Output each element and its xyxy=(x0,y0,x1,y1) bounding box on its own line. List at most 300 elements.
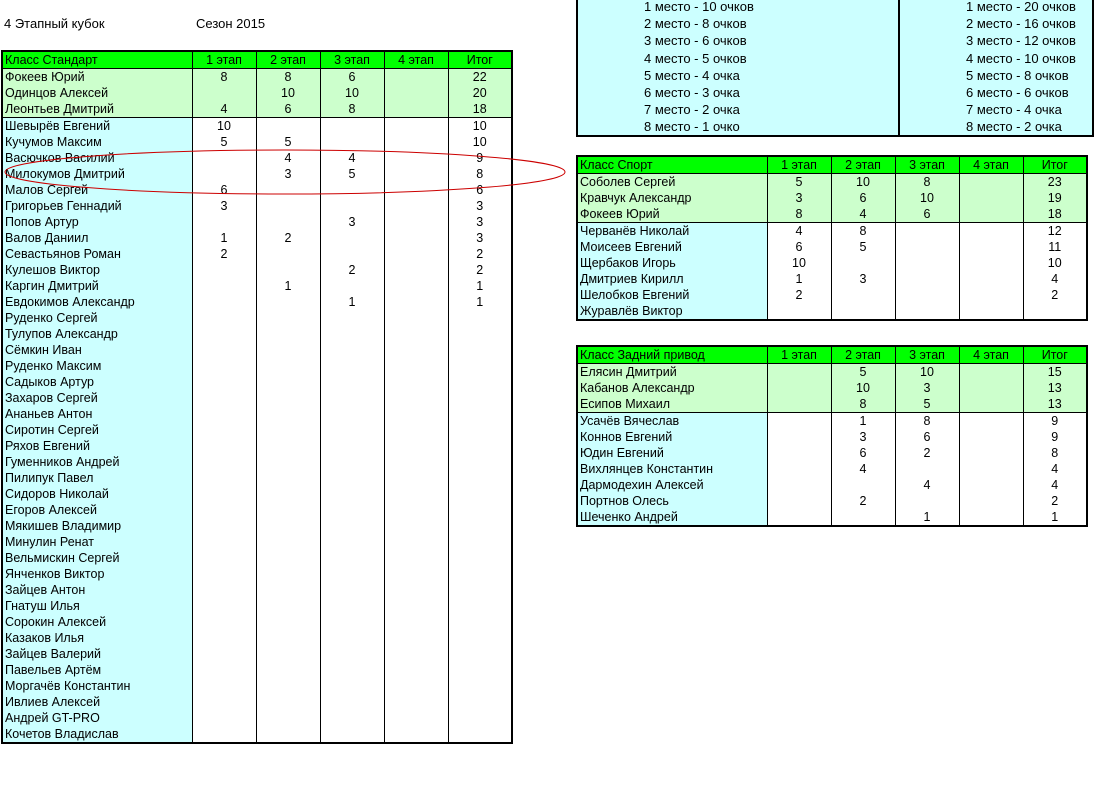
stage-points-cell[interactable] xyxy=(384,454,448,470)
stage-points-cell[interactable]: 8 xyxy=(895,413,959,430)
stage-points-cell[interactable] xyxy=(320,582,384,598)
stage-points-cell[interactable] xyxy=(192,582,256,598)
total-cell[interactable] xyxy=(448,566,512,582)
driver-name[interactable]: Пилипук Павел xyxy=(2,470,192,486)
stage-points-cell[interactable] xyxy=(959,429,1023,445)
stage-points-cell[interactable] xyxy=(384,278,448,294)
stage-points-cell[interactable]: 2 xyxy=(831,493,895,509)
driver-name[interactable]: Андрей GT-PRO xyxy=(2,710,192,726)
stage-points-cell[interactable] xyxy=(831,287,895,303)
stage-points-cell[interactable] xyxy=(256,198,320,214)
total-cell[interactable] xyxy=(448,454,512,470)
driver-name[interactable]: Малов Сергей xyxy=(2,182,192,198)
driver-name[interactable]: Ивлиев Алексей xyxy=(2,694,192,710)
stage-points-cell[interactable] xyxy=(320,550,384,566)
stage-points-cell[interactable] xyxy=(767,445,831,461)
stage-points-cell[interactable] xyxy=(767,461,831,477)
driver-name[interactable]: Есипов Михаил xyxy=(577,396,767,413)
stage-points-cell[interactable] xyxy=(384,406,448,422)
stage-points-cell[interactable] xyxy=(256,342,320,358)
stage-points-cell[interactable] xyxy=(767,380,831,396)
stage-points-cell[interactable] xyxy=(256,726,320,743)
total-cell[interactable] xyxy=(448,310,512,326)
stage-points-cell[interactable]: 8 xyxy=(831,223,895,240)
total-cell[interactable]: 2 xyxy=(448,262,512,278)
stage-points-cell[interactable] xyxy=(320,230,384,246)
stage-points-cell[interactable]: 6 xyxy=(831,445,895,461)
stage-points-cell[interactable] xyxy=(256,246,320,262)
driver-name[interactable]: Кабанов Александр xyxy=(577,380,767,396)
stage-points-cell[interactable] xyxy=(384,614,448,630)
total-cell[interactable]: 10 xyxy=(448,134,512,150)
total-cell[interactable] xyxy=(448,470,512,486)
stage-points-cell[interactable]: 10 xyxy=(767,255,831,271)
stage-points-cell[interactable] xyxy=(256,182,320,198)
stage-points-cell[interactable]: 5 xyxy=(320,166,384,182)
stage-points-cell[interactable]: 6 xyxy=(256,101,320,118)
stage-points-cell[interactable] xyxy=(384,310,448,326)
stage-points-cell[interactable] xyxy=(959,271,1023,287)
total-cell[interactable] xyxy=(448,550,512,566)
driver-name[interactable]: Гнатуш Илья xyxy=(2,598,192,614)
stage-points-cell[interactable] xyxy=(192,550,256,566)
driver-name[interactable]: Шелобков Евгений xyxy=(577,287,767,303)
stage-points-cell[interactable] xyxy=(320,614,384,630)
driver-name[interactable]: Садыков Артур xyxy=(2,374,192,390)
stage-points-cell[interactable] xyxy=(959,206,1023,223)
driver-name[interactable]: Ананьев Антон xyxy=(2,406,192,422)
stage-points-cell[interactable] xyxy=(256,678,320,694)
stage-points-cell[interactable] xyxy=(959,364,1023,381)
total-cell[interactable] xyxy=(448,678,512,694)
stage-points-cell[interactable] xyxy=(192,166,256,182)
stage-points-cell[interactable] xyxy=(256,262,320,278)
total-cell[interactable] xyxy=(448,598,512,614)
driver-name[interactable]: Григорьев Геннадий xyxy=(2,198,192,214)
driver-name[interactable]: Кучумов Максим xyxy=(2,134,192,150)
driver-name[interactable]: Дармодехин Алексей xyxy=(577,477,767,493)
stage-points-cell[interactable] xyxy=(320,374,384,390)
total-cell[interactable]: 22 xyxy=(448,69,512,86)
stage-points-cell[interactable] xyxy=(959,174,1023,191)
stage-points-cell[interactable] xyxy=(384,230,448,246)
stage-points-cell[interactable] xyxy=(320,406,384,422)
driver-name[interactable]: Руденко Сергей xyxy=(2,310,192,326)
stage-points-cell[interactable] xyxy=(384,710,448,726)
stage-points-cell[interactable]: 4 xyxy=(256,150,320,166)
stage-points-cell[interactable] xyxy=(959,255,1023,271)
total-cell[interactable]: 2 xyxy=(1023,493,1087,509)
stage-points-cell[interactable] xyxy=(320,646,384,662)
driver-name[interactable]: Вихлянцев Константин xyxy=(577,461,767,477)
stage-points-cell[interactable] xyxy=(192,85,256,101)
total-cell[interactable] xyxy=(448,614,512,630)
stage-points-cell[interactable] xyxy=(320,662,384,678)
stage-points-cell[interactable]: 4 xyxy=(831,461,895,477)
driver-name[interactable]: Минулин Ренат xyxy=(2,534,192,550)
stage-points-cell[interactable] xyxy=(256,502,320,518)
stage-points-cell[interactable]: 4 xyxy=(320,150,384,166)
total-cell[interactable] xyxy=(448,326,512,342)
stage-points-cell[interactable]: 3 xyxy=(192,198,256,214)
stage-points-cell[interactable] xyxy=(192,614,256,630)
stage-points-cell[interactable] xyxy=(384,198,448,214)
stage-points-cell[interactable] xyxy=(895,287,959,303)
stage-points-cell[interactable] xyxy=(256,294,320,310)
stage-points-cell[interactable] xyxy=(384,502,448,518)
stage-points-cell[interactable] xyxy=(959,477,1023,493)
stage-points-cell[interactable] xyxy=(384,342,448,358)
stage-points-cell[interactable] xyxy=(256,486,320,502)
stage-points-cell[interactable]: 1 xyxy=(256,278,320,294)
stage-points-cell[interactable] xyxy=(767,509,831,526)
stage-points-cell[interactable] xyxy=(767,303,831,320)
stage-points-cell[interactable] xyxy=(384,646,448,662)
driver-name[interactable]: Павельев Артём xyxy=(2,662,192,678)
driver-name[interactable]: Ряхов Евгений xyxy=(2,438,192,454)
stage-points-cell[interactable]: 2 xyxy=(256,230,320,246)
stage-points-cell[interactable]: 10 xyxy=(895,364,959,381)
stage-points-cell[interactable] xyxy=(320,310,384,326)
stage-points-cell[interactable] xyxy=(320,438,384,454)
stage-points-cell[interactable] xyxy=(384,214,448,230)
stage-points-cell[interactable]: 3 xyxy=(320,214,384,230)
stage-points-cell[interactable] xyxy=(895,223,959,240)
stage-points-cell[interactable] xyxy=(320,246,384,262)
stage-points-cell[interactable] xyxy=(831,255,895,271)
driver-name[interactable]: Леонтьев Дмитрий xyxy=(2,101,192,118)
stage-points-cell[interactable]: 6 xyxy=(895,206,959,223)
driver-name[interactable]: Сидоров Николай xyxy=(2,486,192,502)
stage-points-cell[interactable] xyxy=(959,303,1023,320)
driver-name[interactable]: Васючков Василий xyxy=(2,150,192,166)
total-cell[interactable] xyxy=(448,662,512,678)
stage-points-cell[interactable] xyxy=(192,214,256,230)
driver-name[interactable]: Захаров Сергей xyxy=(2,390,192,406)
stage-points-cell[interactable] xyxy=(384,470,448,486)
stage-points-cell[interactable] xyxy=(895,461,959,477)
stage-points-cell[interactable] xyxy=(320,198,384,214)
total-cell[interactable]: 9 xyxy=(1023,413,1087,430)
total-cell[interactable]: 11 xyxy=(1023,239,1087,255)
stage-points-cell[interactable] xyxy=(192,294,256,310)
stage-points-cell[interactable]: 2 xyxy=(895,445,959,461)
stage-points-cell[interactable] xyxy=(192,726,256,743)
stage-points-cell[interactable] xyxy=(320,358,384,374)
total-cell[interactable]: 8 xyxy=(1023,445,1087,461)
stage-points-cell[interactable] xyxy=(320,710,384,726)
stage-points-cell[interactable] xyxy=(895,493,959,509)
stage-points-cell[interactable] xyxy=(959,239,1023,255)
stage-points-cell[interactable] xyxy=(959,223,1023,240)
stage-points-cell[interactable]: 3 xyxy=(831,429,895,445)
total-cell[interactable] xyxy=(448,358,512,374)
stage-points-cell[interactable] xyxy=(320,486,384,502)
stage-points-cell[interactable] xyxy=(959,190,1023,206)
driver-name[interactable]: Руденко Максим xyxy=(2,358,192,374)
total-cell[interactable] xyxy=(448,422,512,438)
stage-points-cell[interactable] xyxy=(384,69,448,86)
total-cell[interactable] xyxy=(448,486,512,502)
stage-points-cell[interactable] xyxy=(320,726,384,743)
total-cell[interactable] xyxy=(448,646,512,662)
stage-points-cell[interactable] xyxy=(256,518,320,534)
stage-points-cell[interactable] xyxy=(831,509,895,526)
stage-points-cell[interactable]: 1 xyxy=(320,294,384,310)
stage-points-cell[interactable] xyxy=(384,550,448,566)
driver-name[interactable]: Портнов Олесь xyxy=(577,493,767,509)
stage-points-cell[interactable] xyxy=(256,422,320,438)
stage-points-cell[interactable] xyxy=(192,486,256,502)
driver-name[interactable]: Евдокимов Александр xyxy=(2,294,192,310)
total-cell[interactable]: 12 xyxy=(1023,223,1087,240)
stage-points-cell[interactable]: 5 xyxy=(192,134,256,150)
total-cell[interactable] xyxy=(448,518,512,534)
driver-name[interactable]: Мякишев Владимир xyxy=(2,518,192,534)
stage-points-cell[interactable] xyxy=(959,509,1023,526)
driver-name[interactable]: Усачёв Вячеслав xyxy=(577,413,767,430)
total-cell[interactable] xyxy=(448,438,512,454)
total-cell[interactable] xyxy=(448,630,512,646)
stage-points-cell[interactable] xyxy=(320,534,384,550)
total-cell[interactable]: 3 xyxy=(448,214,512,230)
stage-points-cell[interactable]: 4 xyxy=(895,477,959,493)
stage-points-cell[interactable]: 3 xyxy=(831,271,895,287)
driver-name[interactable]: Зайцев Антон xyxy=(2,582,192,598)
stage-points-cell[interactable]: 6 xyxy=(895,429,959,445)
total-cell[interactable]: 1 xyxy=(448,278,512,294)
stage-points-cell[interactable] xyxy=(256,358,320,374)
stage-points-cell[interactable] xyxy=(320,422,384,438)
stage-points-cell[interactable] xyxy=(256,118,320,135)
stage-points-cell[interactable] xyxy=(256,614,320,630)
stage-points-cell[interactable] xyxy=(384,422,448,438)
stage-points-cell[interactable] xyxy=(895,271,959,287)
total-cell[interactable]: 3 xyxy=(448,198,512,214)
stage-points-cell[interactable] xyxy=(767,364,831,381)
stage-points-cell[interactable] xyxy=(384,374,448,390)
total-cell[interactable] xyxy=(448,710,512,726)
total-cell[interactable]: 4 xyxy=(1023,271,1087,287)
stage-points-cell[interactable] xyxy=(384,598,448,614)
driver-name[interactable]: Юдин Евгений xyxy=(577,445,767,461)
stage-points-cell[interactable] xyxy=(192,518,256,534)
driver-name[interactable]: Попов Артур xyxy=(2,214,192,230)
stage-points-cell[interactable] xyxy=(831,477,895,493)
stage-points-cell[interactable]: 10 xyxy=(895,190,959,206)
stage-points-cell[interactable] xyxy=(192,278,256,294)
stage-points-cell[interactable] xyxy=(320,694,384,710)
driver-name[interactable]: Егоров Алексей xyxy=(2,502,192,518)
stage-points-cell[interactable] xyxy=(192,566,256,582)
driver-name[interactable]: Коннов Евгений xyxy=(577,429,767,445)
total-cell[interactable] xyxy=(448,342,512,358)
stage-points-cell[interactable] xyxy=(384,662,448,678)
stage-points-cell[interactable] xyxy=(384,486,448,502)
driver-name[interactable]: Фокеев Юрий xyxy=(577,206,767,223)
total-cell[interactable]: 13 xyxy=(1023,396,1087,413)
driver-name[interactable]: Шевырёв Евгений xyxy=(2,118,192,135)
stage-points-cell[interactable] xyxy=(256,582,320,598)
stage-points-cell[interactable] xyxy=(384,262,448,278)
total-cell[interactable] xyxy=(448,374,512,390)
driver-name[interactable]: Журавлёв Виктор xyxy=(577,303,767,320)
stage-points-cell[interactable] xyxy=(384,294,448,310)
stage-points-cell[interactable] xyxy=(192,534,256,550)
stage-points-cell[interactable] xyxy=(320,518,384,534)
stage-points-cell[interactable]: 4 xyxy=(192,101,256,118)
driver-name[interactable]: Щербаков Игорь xyxy=(577,255,767,271)
stage-points-cell[interactable] xyxy=(895,239,959,255)
driver-name[interactable]: Сёмкин Иван xyxy=(2,342,192,358)
stage-points-cell[interactable] xyxy=(384,166,448,182)
total-cell[interactable] xyxy=(448,502,512,518)
stage-points-cell[interactable] xyxy=(256,438,320,454)
total-cell[interactable]: 23 xyxy=(1023,174,1087,191)
total-cell[interactable]: 19 xyxy=(1023,190,1087,206)
total-cell[interactable]: 2 xyxy=(448,246,512,262)
stage-points-cell[interactable]: 2 xyxy=(192,246,256,262)
stage-points-cell[interactable] xyxy=(320,630,384,646)
stage-points-cell[interactable] xyxy=(384,101,448,118)
stage-points-cell[interactable] xyxy=(767,396,831,413)
stage-points-cell[interactable]: 8 xyxy=(831,396,895,413)
stage-points-cell[interactable]: 1 xyxy=(192,230,256,246)
driver-name[interactable]: Моргачёв Константин xyxy=(2,678,192,694)
stage-points-cell[interactable] xyxy=(192,358,256,374)
stage-points-cell[interactable] xyxy=(192,598,256,614)
total-cell[interactable]: 1 xyxy=(448,294,512,310)
stage-points-cell[interactable] xyxy=(320,454,384,470)
stage-points-cell[interactable] xyxy=(192,262,256,278)
stage-points-cell[interactable] xyxy=(320,134,384,150)
stage-points-cell[interactable] xyxy=(320,326,384,342)
total-cell[interactable]: 20 xyxy=(448,85,512,101)
driver-name[interactable]: Шеченко Андрей xyxy=(577,509,767,526)
total-cell[interactable]: 4 xyxy=(1023,477,1087,493)
stage-points-cell[interactable]: 10 xyxy=(831,380,895,396)
stage-points-cell[interactable] xyxy=(192,406,256,422)
stage-points-cell[interactable]: 5 xyxy=(831,364,895,381)
stage-points-cell[interactable] xyxy=(256,646,320,662)
stage-points-cell[interactable] xyxy=(767,493,831,509)
stage-points-cell[interactable] xyxy=(192,630,256,646)
stage-points-cell[interactable] xyxy=(384,726,448,743)
total-cell[interactable]: 9 xyxy=(1023,429,1087,445)
total-cell[interactable] xyxy=(448,534,512,550)
stage-points-cell[interactable] xyxy=(384,182,448,198)
stage-points-cell[interactable]: 8 xyxy=(256,69,320,86)
total-cell[interactable]: 13 xyxy=(1023,380,1087,396)
driver-name[interactable]: Дмитриев Кирилл xyxy=(577,271,767,287)
driver-name[interactable]: Казаков Илья xyxy=(2,630,192,646)
stage-points-cell[interactable] xyxy=(320,566,384,582)
stage-points-cell[interactable]: 5 xyxy=(831,239,895,255)
stage-points-cell[interactable]: 8 xyxy=(192,69,256,86)
stage-points-cell[interactable] xyxy=(192,342,256,358)
stage-points-cell[interactable]: 1 xyxy=(767,271,831,287)
stage-points-cell[interactable] xyxy=(256,374,320,390)
driver-name[interactable]: Кулешов Виктор xyxy=(2,262,192,278)
stage-points-cell[interactable] xyxy=(831,303,895,320)
stage-points-cell[interactable] xyxy=(384,358,448,374)
stage-points-cell[interactable] xyxy=(959,461,1023,477)
stage-points-cell[interactable] xyxy=(256,534,320,550)
total-cell[interactable] xyxy=(448,694,512,710)
stage-points-cell[interactable] xyxy=(256,454,320,470)
stage-points-cell[interactable] xyxy=(192,710,256,726)
stage-points-cell[interactable] xyxy=(895,255,959,271)
stage-points-cell[interactable] xyxy=(959,413,1023,430)
stage-points-cell[interactable] xyxy=(192,374,256,390)
stage-points-cell[interactable] xyxy=(384,326,448,342)
stage-points-cell[interactable] xyxy=(384,678,448,694)
driver-name[interactable]: Валов Даниил xyxy=(2,230,192,246)
stage-points-cell[interactable] xyxy=(959,493,1023,509)
stage-points-cell[interactable] xyxy=(320,342,384,358)
stage-points-cell[interactable] xyxy=(256,662,320,678)
stage-points-cell[interactable] xyxy=(192,694,256,710)
stage-points-cell[interactable] xyxy=(192,502,256,518)
driver-name[interactable]: Каргин Дмитрий xyxy=(2,278,192,294)
total-cell[interactable] xyxy=(448,406,512,422)
total-cell[interactable] xyxy=(1023,303,1087,320)
driver-name[interactable]: Янченков Виктор xyxy=(2,566,192,582)
stage-points-cell[interactable] xyxy=(192,454,256,470)
stage-points-cell[interactable] xyxy=(192,326,256,342)
total-cell[interactable]: 15 xyxy=(1023,364,1087,381)
stage-points-cell[interactable]: 10 xyxy=(256,85,320,101)
stage-points-cell[interactable] xyxy=(192,390,256,406)
total-cell[interactable]: 10 xyxy=(1023,255,1087,271)
driver-name[interactable]: Моисеев Евгений xyxy=(577,239,767,255)
stage-points-cell[interactable] xyxy=(384,246,448,262)
stage-points-cell[interactable] xyxy=(192,646,256,662)
stage-points-cell[interactable] xyxy=(192,422,256,438)
driver-name[interactable]: Севастьянов Роман xyxy=(2,246,192,262)
driver-name[interactable]: Кочетов Владислав xyxy=(2,726,192,743)
stage-points-cell[interactable] xyxy=(192,470,256,486)
stage-points-cell[interactable]: 4 xyxy=(831,206,895,223)
stage-points-cell[interactable] xyxy=(256,550,320,566)
stage-points-cell[interactable] xyxy=(384,534,448,550)
driver-name[interactable]: Черванёв Николай xyxy=(577,223,767,240)
stage-points-cell[interactable] xyxy=(320,182,384,198)
stage-points-cell[interactable] xyxy=(320,598,384,614)
stage-points-cell[interactable]: 3 xyxy=(767,190,831,206)
driver-name[interactable]: Тулупов Александр xyxy=(2,326,192,342)
total-cell[interactable]: 18 xyxy=(1023,206,1087,223)
total-cell[interactable]: 8 xyxy=(448,166,512,182)
stage-points-cell[interactable] xyxy=(256,214,320,230)
stage-points-cell[interactable] xyxy=(256,694,320,710)
stage-points-cell[interactable] xyxy=(384,582,448,598)
stage-points-cell[interactable] xyxy=(959,396,1023,413)
stage-points-cell[interactable] xyxy=(256,566,320,582)
stage-points-cell[interactable]: 6 xyxy=(831,190,895,206)
stage-points-cell[interactable] xyxy=(959,445,1023,461)
stage-points-cell[interactable] xyxy=(959,380,1023,396)
stage-points-cell[interactable] xyxy=(384,118,448,135)
stage-points-cell[interactable] xyxy=(320,390,384,406)
stage-points-cell[interactable]: 5 xyxy=(256,134,320,150)
stage-points-cell[interactable]: 2 xyxy=(320,262,384,278)
driver-name[interactable]: Зайцев Валерий xyxy=(2,646,192,662)
stage-points-cell[interactable] xyxy=(192,150,256,166)
stage-points-cell[interactable] xyxy=(256,326,320,342)
stage-points-cell[interactable] xyxy=(384,566,448,582)
driver-name[interactable]: Елясин Дмитрий xyxy=(577,364,767,381)
